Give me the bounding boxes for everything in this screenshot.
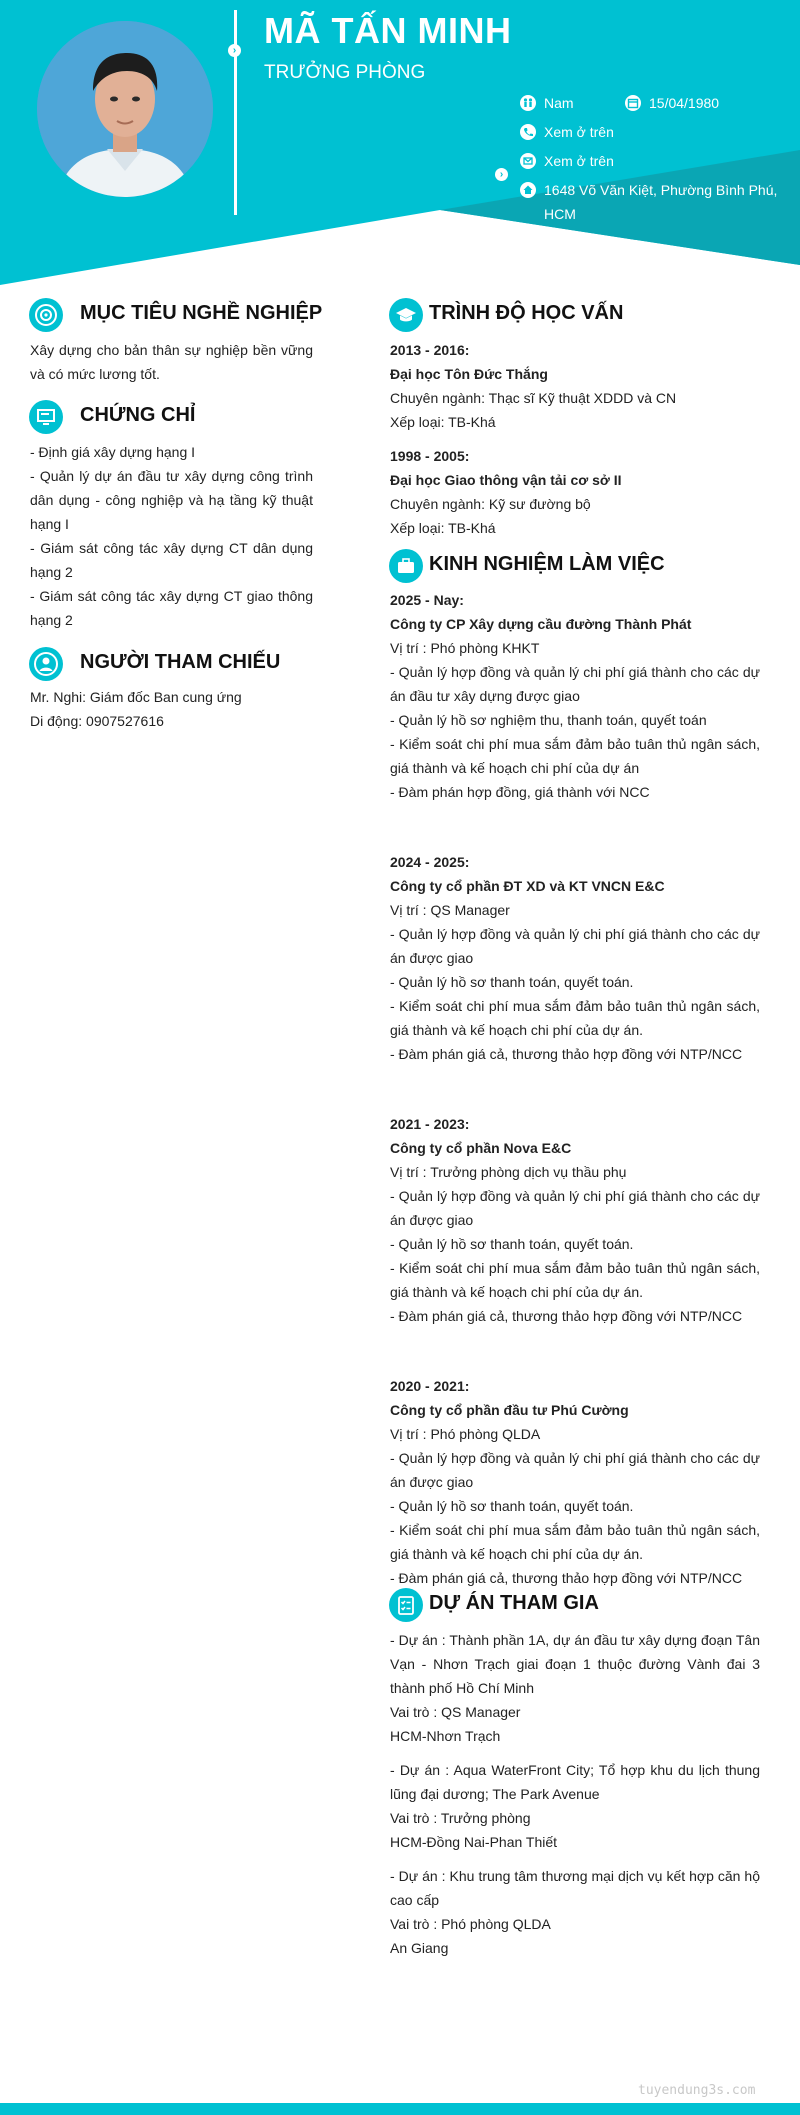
briefcase-icon [389,549,423,583]
education-title: TRÌNH ĐỘ HỌC VẤN [429,302,624,324]
experience-line: - Đàm phán giá cả, thương thảo hợp đồng với NTP/NCC [390,1570,743,1586]
experience-line: - Kiểm soát chi phí mua sắm đảm bảo tuân thủ ngân sách, giá thành và kế hoạch chi phí của dự án. [390,1260,760,1300]
experience-line: Vị trí : Phó phòng KHKT [390,640,540,656]
experience-company: Công ty cổ phần ĐT XD và KT VNCN E&C [390,878,665,894]
project-description: - Dự án : Aqua WaterFront City; Tổ hợp khu du lịch thung lũng đại dương; The Park Avenue [390,1762,760,1802]
career-goal-title: MỤC TIÊU NGHỀ NGHIỆP [80,302,323,324]
project-description: - Dự án : Thành phần 1A, dự án đầu tư xây dựng đoạn Tân Vạn - Nhơn Trạch giai đoạn 1 thuộc đường Vành đai 3 thành phố Hồ Chí Minh [390,1632,760,1696]
reference-line: Mr. Nghi: Giám đốc Ban cung ứng [30,689,242,705]
education-school: Đại học Giao thông vận tải cơ sở II [390,472,622,488]
experience-item [390,1112,760,1328]
experience-line: - Đàm phán giá cả, thương thảo hợp đồng với NTP/NCC [390,1308,743,1324]
avatar [37,21,213,197]
certificates-title: CHỨNG CHỈ [80,404,196,426]
education-grade: Xếp loại: TB-Khá [390,520,496,536]
experience-line: - Quản lý hợp đồng và quản lý chi phí giá thành cho các dự án được giao [390,926,760,966]
project-location: HCM-Đồng Nai-Phan Thiết [390,1834,558,1850]
education-grade: Xếp loại: TB-Khá [390,414,496,430]
email-icon [520,153,536,169]
references-title: NGƯỜI THAM CHIẾU [80,651,281,673]
target-icon [29,298,63,332]
address-value: 1648 Võ Văn Kiệt, Phường Bình Phú, HCM [544,182,778,222]
project-role: Vai trò : Phó phòng QLDA [390,1916,551,1932]
contact-chevron-icon: › [495,168,508,181]
education-major: Chuyên ngành: Kỹ sư đường bộ [390,496,591,512]
certificate-item: - Giám sát công tác xây dựng CT giao thông hạng 2 [30,588,313,628]
education-school: Đại học Tôn Đức Thắng [390,366,548,382]
education-item [390,338,760,434]
project-location: HCM-Nhơn Trạch [390,1728,501,1744]
experience-line: Vị trí : Phó phòng QLDA [390,1426,541,1442]
person-icon [29,647,63,681]
project-item [390,1628,760,1748]
candidate-name: MÃ TẤN MINH [264,10,512,51]
phone-icon [520,124,536,140]
experience-line: - Quản lý hợp đồng và quản lý chi phí giá thành cho các dự án đầu tư xây dựng được giao [390,664,760,704]
education-list [390,338,760,540]
gender-icon [520,95,536,111]
experience-line: - Đàm phán hợp đồng, giá thành với NCC [390,784,650,800]
experience-company: Công ty CP Xây dựng cầu đường Thành Phát [390,616,692,632]
experience-line: Vị trí : QS Manager [390,902,510,918]
education-period: 1998 - 2005: [390,448,470,464]
watermark: tuyendung3s.com [638,2083,756,2098]
project-role: Vai trò : Trưởng phòng [390,1810,531,1826]
checklist-icon [389,1588,423,1622]
experience-period: 2020 - 2021: [390,1378,470,1394]
career-goal-text: Xây dựng cho bản thân sự nghiệp bền vững và có mức lương tốt. [30,342,313,382]
project-item [390,1758,760,1854]
experience-line: - Quản lý hồ sơ thanh toán, quyết toán. [390,1498,634,1514]
education-period: 2013 - 2016: [390,342,470,358]
timeline-line [234,10,237,215]
graduation-cap-icon [389,298,423,332]
certificate-item: - Giám sát công tác xây dựng CT dân dụng hạng 2 [30,540,313,580]
experience-line: - Quản lý hồ sơ nghiệm thu, thanh toán, quyết toán [390,712,707,728]
references-list [30,685,313,733]
certificate-icon [29,400,63,434]
project-item [390,1864,760,1960]
experience-period: 2025 - Nay: [390,592,464,608]
footer-bar [0,2103,800,2115]
experience-item [390,850,760,1066]
job-title: TRƯỞNG PHÒNG [264,62,426,83]
experience-period: 2021 - 2023: [390,1116,470,1132]
experience-item [390,588,760,804]
experience-company: Công ty cổ phần Nova E&C [390,1140,572,1156]
experience-line: - Quản lý hồ sơ thanh toán, quyết toán. [390,1236,634,1252]
projects-title: DỰ ÁN THAM GIA [429,1592,599,1614]
timeline-chevron-icon: › [228,44,241,57]
experience-line: - Quản lý hợp đồng và quản lý chi phí giá thành cho các dự án được giao [390,1188,760,1228]
experience-line: - Kiểm soát chi phí mua sắm đảm bảo tuân thủ ngân sách, giá thành và kế hoạch chi phí của dự án. [390,1522,760,1562]
certificates-list [30,440,313,632]
projects-list [390,1628,760,1960]
reference-line: Di động: 0907527616 [30,713,164,729]
calendar-icon [625,95,641,111]
experience-line: Vị trí : Trưởng phòng dịch vụ thầu phụ [390,1164,627,1180]
project-location: An Giang [390,1940,449,1956]
phone-value: Xem ở trên [544,124,614,140]
gender-value: Nam [544,95,574,111]
experience-line: - Kiểm soát chi phí mua sắm đảm bảo tuân thủ ngân sách, giá thành và kế hoạch chi phí của dự án [390,736,760,776]
experience-list [390,588,760,1590]
birthdate-value: 15/04/1980 [649,95,720,111]
experience-line: - Đàm phán giá cả, thương thảo hợp đồng với NTP/NCC [390,1046,743,1062]
certificate-item: - Quản lý dự án đầu tư xây dựng công trình dân dụng - công nghiệp và hạ tầng kỹ thuật hạng I [30,468,313,532]
home-icon [520,182,536,198]
email-value: Xem ở trên [544,153,614,169]
experience-item [390,1374,760,1590]
education-major: Chuyên ngành: Thạc sĩ Kỹ thuật XDDD và CN [390,390,677,406]
experience-period: 2024 - 2025: [390,854,470,870]
experience-company: Công ty cổ phần đầu tư Phú Cường [390,1402,629,1418]
experience-line: - Kiểm soát chi phí mua sắm đảm bảo tuân thủ ngân sách, giá thành và kế hoạch chi phí của dự án. [390,998,760,1038]
certificate-item: - Định giá xây dựng hạng I [30,444,196,460]
education-item [390,444,760,540]
experience-line: - Quản lý hồ sơ thanh toán, quyết toán. [390,974,634,990]
experience-title: KINH NGHIỆM LÀM VIỆC [429,553,665,575]
experience-line: - Quản lý hợp đồng và quản lý chi phí giá thành cho các dự án được giao [390,1450,760,1490]
project-description: - Dự án : Khu trung tâm thương mại dịch vụ kết hợp căn hộ cao cấp [390,1868,760,1908]
project-role: Vai trò : QS Manager [390,1704,521,1720]
